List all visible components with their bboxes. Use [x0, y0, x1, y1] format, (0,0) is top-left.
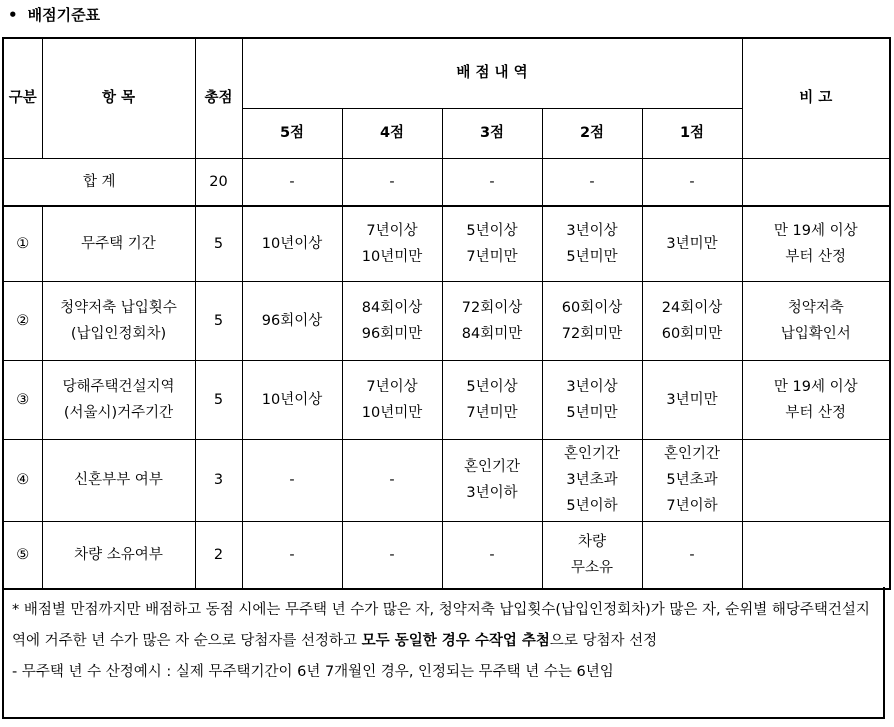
row-score: 혼인기간 3년초과 5년이하: [542, 439, 642, 521]
row-number: ②: [3, 281, 42, 360]
row-remarks: [742, 521, 890, 589]
row-score: 혼인기간 5년초과 7년이하: [642, 439, 742, 521]
row-number: ①: [3, 206, 42, 281]
table-row: [3, 521, 890, 589]
header-score: 1점: [642, 108, 742, 158]
notes-box: [2, 587, 885, 719]
scoring-table: [2, 37, 891, 590]
row-total: 3: [195, 439, 242, 521]
header-score: 5점: [242, 108, 342, 158]
row-total: 2: [195, 521, 242, 589]
sum-total: 20: [195, 158, 242, 206]
note-1-bold: 모두 동일한 경우 수작업 추첨: [361, 633, 550, 649]
row-number: ④: [3, 439, 42, 521]
row-total: 5: [195, 206, 242, 281]
sum-score: -: [442, 158, 542, 206]
row-score: 10년이상: [242, 206, 342, 281]
note-1: [12, 595, 873, 657]
sum-score: -: [242, 158, 342, 206]
table-row: [3, 206, 890, 281]
sum-score: -: [342, 158, 442, 206]
row-score: 10년이상: [242, 360, 342, 439]
row-score: -: [342, 521, 442, 589]
row-score: 60회이상 72회미만: [542, 281, 642, 360]
row-score: 5년이상 7년미만: [442, 206, 542, 281]
row-remarks: 만 19세 이상 부터 산정: [742, 206, 890, 281]
section-title-text: 배점기준표: [27, 6, 101, 24]
row-item: 차량 소유여부: [42, 521, 195, 589]
row-remarks: 청약저축 납입확인서: [742, 281, 890, 360]
row-remarks: [742, 439, 890, 521]
table-row: [3, 281, 890, 360]
row-number: ⑤: [3, 521, 42, 589]
row-total: 5: [195, 281, 242, 360]
sum-row: [3, 158, 890, 206]
header-remarks: 비 고: [742, 38, 890, 158]
header-score-group: 배 점 내 역: [242, 38, 742, 108]
row-score: 84회이상 96회미만: [342, 281, 442, 360]
row-score: 3년미만: [642, 206, 742, 281]
header-score: 3점: [442, 108, 542, 158]
section-title: [8, 4, 100, 25]
table-row: [3, 439, 890, 521]
sum-score: -: [542, 158, 642, 206]
header-item: 항 목: [42, 38, 195, 158]
bullet-icon: •: [8, 6, 18, 24]
row-score: 혼인기간 3년이하: [442, 439, 542, 521]
row-score: 24회이상 60회미만: [642, 281, 742, 360]
row-score: 3년이상 5년미만: [542, 360, 642, 439]
note-1-text: * 배점별 만점까지만 배점하고 동점 시에는 무주택 년 수가 많은 자, 청약저축 납입횟수(납입인정회차)가 많은 자, 순위별 해당주택건설지역에 거주한 년 수가 많은 자 순으로 당첨자를 선정하고: [12, 602, 870, 649]
note-2: - 무주택 년 수 산정예시 : 실제 무주택기간이 6년 7개월인 경우, 인정되는 무주택 년 수는 6년임: [12, 664, 614, 680]
row-score: -: [242, 521, 342, 589]
table-row: [3, 360, 890, 439]
header-row-1: [3, 38, 890, 108]
header-score: 2점: [542, 108, 642, 158]
row-item: 청약저축 납입횟수 (납입인정회차): [42, 281, 195, 360]
header-total: 총점: [195, 38, 242, 158]
row-item: 당해주택건설지역 (서울시)거주기간: [42, 360, 195, 439]
row-number: ③: [3, 360, 42, 439]
header-category: 구분: [3, 38, 42, 158]
sum-remarks: [742, 158, 890, 206]
row-score: 3년미만: [642, 360, 742, 439]
row-item: 무주택 기간: [42, 206, 195, 281]
sum-score: -: [642, 158, 742, 206]
row-score: 7년이상 10년미만: [342, 360, 442, 439]
row-score: 72회이상 84회미만: [442, 281, 542, 360]
row-score: 96회이상: [242, 281, 342, 360]
row-score: -: [442, 521, 542, 589]
row-score: 7년이상 10년미만: [342, 206, 442, 281]
row-score: -: [242, 439, 342, 521]
row-score: -: [342, 439, 442, 521]
row-score: 3년이상 5년미만: [542, 206, 642, 281]
header-score: 4점: [342, 108, 442, 158]
row-remarks: 만 19세 이상 부터 산정: [742, 360, 890, 439]
row-total: 5: [195, 360, 242, 439]
row-score: 차량 무소유: [542, 521, 642, 589]
row-score: 5년이상 7년미만: [442, 360, 542, 439]
note-1-tail: 으로 당첨자 선정: [549, 633, 658, 649]
row-item: 신혼부부 여부: [42, 439, 195, 521]
row-score: -: [642, 521, 742, 589]
sum-label: 합 계: [3, 158, 195, 206]
